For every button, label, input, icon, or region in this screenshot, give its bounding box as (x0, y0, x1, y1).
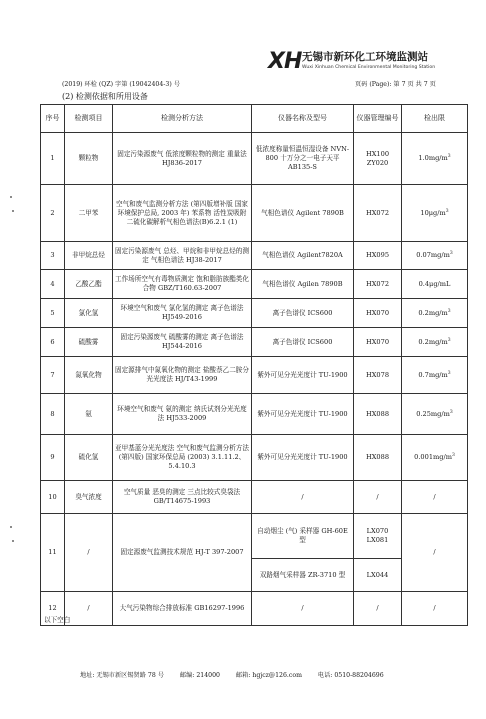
binding-mark (10, 526, 12, 528)
cell-limit (402, 133, 468, 185)
cell-limit (402, 394, 468, 435)
limit-sup: 3 (447, 153, 451, 159)
cell-instrument: 紫外可见分光光度计 TU-1900 (252, 394, 354, 435)
cell-instrument-no: HX078 (354, 357, 402, 394)
cell-item: 颗粒物 (65, 133, 113, 185)
header-seq: 序号 (41, 105, 65, 133)
cell-method: 亚甲基蓝分光光度法 空气和废气监测分析方法 (第四版) 国家环保总局 (2003) 3.1.11.2、5.4.10.3 (113, 435, 252, 481)
table-row (41, 481, 468, 514)
limit-sup: 3 (447, 308, 451, 314)
cell-instrument-no: / (354, 592, 402, 626)
header-instrument: 仪器名称及型号 (252, 105, 354, 133)
table-row (41, 328, 468, 357)
cell-seq: 2 (41, 185, 65, 242)
cell-instrument-no: HX095 (354, 242, 402, 270)
cell-method: 工作场所空气有毒物质测定 饱和脂肪族酯类化合物 GBZ/T160.63-2007 (113, 270, 252, 299)
cell-item: 非甲烷总烃 (65, 242, 113, 270)
cell-method: 固定源废气监测技术规范 HJ-T 397-2007 (113, 514, 252, 592)
footer-address: 地址: 无锡市新区锡贤路 78 号 (80, 672, 164, 679)
method-equipment-table (40, 104, 468, 626)
limit-value: 0.4μg/mL (418, 279, 451, 288)
footer-phone: 电话: 0510-88204696 (317, 672, 384, 679)
header-method: 检测分析方法 (113, 105, 252, 133)
limit-value: 0.07mg/m (416, 251, 450, 259)
cell-instrument: 自动烟尘 (气) 采样器 GH-60E 型 (252, 514, 354, 559)
cell-instrument: 紫外可见分光光度计 TU-1900 (252, 357, 354, 394)
cell-instrument: 离子色谱仪 ICS600 (252, 299, 354, 328)
cell-instrument-no: HX088 (354, 394, 402, 435)
cell-instrument-no: HX072 (354, 270, 402, 299)
logo-mark: XH (268, 49, 302, 74)
cell-instrument: 双路烟气采样器 ZR-3710 型 (252, 559, 354, 592)
table-row (41, 357, 468, 394)
cell-item: 硫化氢 (65, 435, 113, 481)
cell-instrument: 紫外可见分光光度计 TU-1900 (252, 435, 354, 481)
header-item: 检测项目 (65, 105, 113, 133)
cell-method: 固定源排气中氮氧化物的测定 盐酸萘乙二胺分光光度法 HJ/T43-1999 (113, 357, 252, 394)
table-row (41, 394, 468, 435)
cell-limit (402, 357, 468, 394)
cell-item: 氯化氢 (65, 299, 113, 328)
limit-value: 0.2mg/m (418, 337, 448, 346)
table-row (41, 514, 468, 559)
limit-sup: 3 (449, 409, 453, 415)
cell-instrument-no: HX072 (354, 185, 402, 242)
cell-instrument-no: HX088 (354, 435, 402, 481)
limit-value: 1.0mg/m (418, 154, 448, 162)
cell-method: 空气和废气监测分析方法 (第四版增补版 国家环境保护总局, 2003 年) 苯系物 活性炭吸附二硫化碳解析气相色谱法(B)6.2.1 (1) (113, 185, 252, 242)
cell-instrument-no: HX100 ZY020 (354, 133, 402, 185)
limit-value: 0.25mg/m (416, 409, 450, 418)
header-instrument-no: 仪器管理编号 (354, 105, 402, 133)
cell-item: / (65, 514, 113, 592)
org-name-en: Wuxi Xinhuan Chemical Environmental Monitoring Station (302, 65, 436, 70)
cell-item: / (65, 592, 113, 626)
cell-item: 硫酸雾 (65, 328, 113, 357)
cell-instrument: / (252, 592, 354, 626)
cell-instrument-no: LX070 LX081 (354, 514, 402, 559)
cell-instrument: 离子色谱仪 ICS600 (252, 328, 354, 357)
cell-item: 二甲苯 (65, 185, 113, 242)
footer-email: 邮箱: hgjcz@126.com (235, 672, 302, 679)
cell-limit (402, 328, 468, 357)
limit-sup: 3 (451, 452, 455, 458)
limit-value: 0.2mg/m (418, 308, 448, 317)
cell-seq: 9 (41, 435, 65, 481)
cell-instrument-no: HX070 (354, 328, 402, 357)
cell-seq: 5 (41, 299, 65, 328)
cell-limit: / (402, 592, 468, 626)
cell-method: 固定污染源废气 总烃、甲烷和非甲烷总烃的测定 气相色谱法 HJ38-2017 (113, 242, 252, 270)
cell-seq: 7 (41, 357, 65, 394)
binding-mark (10, 196, 12, 198)
cell-seq: 1 (41, 133, 65, 185)
blank-below-note: 以下空白 (44, 616, 71, 624)
cell-instrument-no: / (354, 481, 402, 514)
cell-method: 环境空气和废气 氯化氢的测定 离子色谱法 HJ549-2016 (113, 299, 252, 328)
table-row (41, 185, 468, 242)
table-row (41, 592, 468, 626)
table-row (41, 435, 468, 481)
cell-method: 大气污染物综合排放标准 GB16297-1996 (113, 592, 252, 626)
cell-method: 空气质量 恶臭的测定 三点比较式臭袋法 GB/T14675-1993 (113, 481, 252, 514)
table-row (41, 242, 468, 270)
binding-mark (12, 540, 14, 542)
page-number: 页码 (Page): 第 7 页 共 7 页 (355, 81, 436, 88)
cell-seq: 10 (41, 481, 65, 514)
cell-seq: 6 (41, 328, 65, 357)
cell-instrument: 气相色谱仪 Agilent7820A (252, 242, 354, 270)
cell-limit (402, 185, 468, 242)
cell-seq: 12 (41, 592, 65, 626)
cell-method: 固定污染源废气 硫酸雾的测定 离子色谱法 HJ544-2016 (113, 328, 252, 357)
table-header-row (41, 105, 468, 133)
table-row (41, 299, 468, 328)
cell-instrument: 气相色谱仪 Agilen 7890B (252, 270, 354, 299)
cell-method: 环境空气和废气 氨的测定 纳氏试剂分光光度法 HJ533-2009 (113, 394, 252, 435)
limit-value: 0.7mg/m (418, 370, 448, 379)
limit-value: 10μg/m (420, 208, 446, 217)
cell-instrument: / (252, 481, 354, 514)
page-footer (80, 672, 398, 680)
header-limit: 检出限 (402, 105, 468, 133)
table-row (41, 133, 468, 185)
cell-item: 氮氧化物 (65, 357, 113, 394)
cell-item: 乙酸乙酯 (65, 270, 113, 299)
cell-seq: 4 (41, 270, 65, 299)
cell-limit: / (402, 514, 468, 592)
cell-limit (402, 242, 468, 270)
report-number: (2019) 环检 (QZ) 字第 (19042404-3) 号 (62, 81, 180, 88)
cell-limit (402, 481, 468, 514)
cell-instrument: 低浓度称量恒温恒湿设备 NVN-800 十万分之一电子天平 AB135-S (252, 133, 354, 185)
cell-instrument: 气相色谱仪 Agilent 7890B (252, 185, 354, 242)
cell-seq: 11 (41, 514, 65, 592)
cell-seq: 3 (41, 242, 65, 270)
limit-sup: 3 (447, 337, 451, 343)
cell-limit (402, 270, 468, 299)
table-row (41, 270, 468, 299)
limit-value: / (433, 492, 436, 501)
org-name-cn: 无锡市新环化工环境监测站 (302, 51, 428, 63)
binding-mark (12, 210, 14, 212)
limit-sup: 3 (447, 370, 451, 376)
station-logo (268, 50, 468, 78)
limit-sup: 3 (449, 250, 453, 256)
cell-limit (402, 435, 468, 481)
cell-item: 臭气浓度 (65, 481, 113, 514)
cell-instrument-no: HX070 (354, 299, 402, 328)
cell-instrument-no: LX044 (354, 559, 402, 592)
limit-value: 0.001mg/m (414, 453, 452, 461)
cell-seq: 8 (41, 394, 65, 435)
cell-limit (402, 299, 468, 328)
footer-postcode: 邮编: 214000 (179, 672, 220, 679)
limit-sup: 3 (445, 208, 449, 214)
section-title: (2) 检测依据和所用设备 (62, 92, 148, 101)
cell-item: 氨 (65, 394, 113, 435)
cell-method: 固定污染源废气 低浓度颗粒物的测定 重量法 HJ836-2017 (113, 133, 252, 185)
